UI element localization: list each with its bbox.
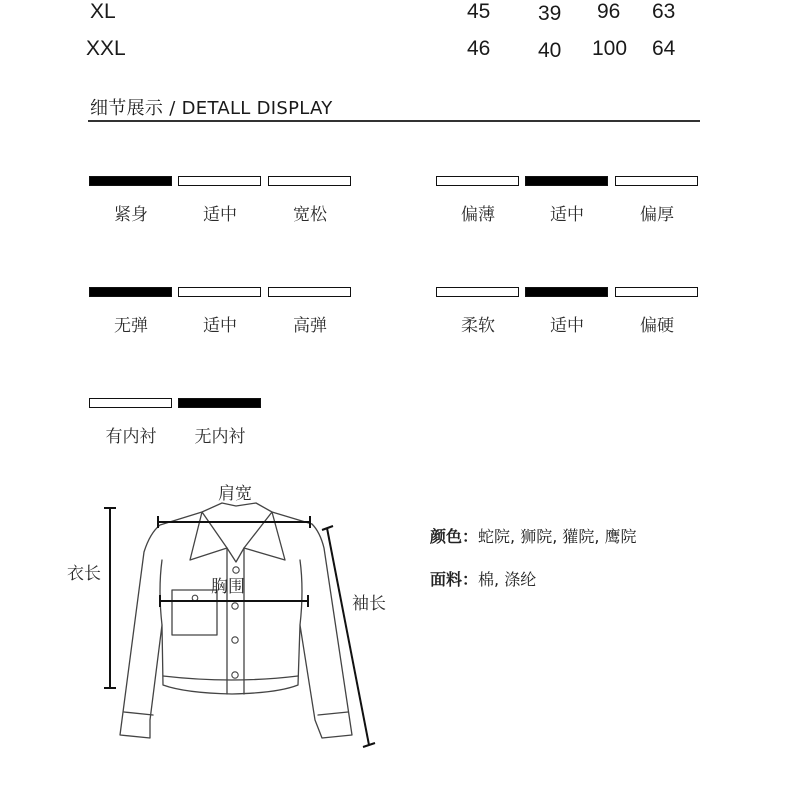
- section-divider: [88, 120, 700, 122]
- attr-bar-2: [615, 176, 698, 186]
- chest-label: 胸围: [211, 577, 245, 597]
- material-value: 棉, 涤纶: [478, 570, 537, 589]
- size-label: XXL: [86, 37, 126, 60]
- attr-option-label: 紧身: [114, 205, 148, 225]
- attr-bar-0: [89, 287, 172, 297]
- size-value: 39: [538, 2, 562, 25]
- attr-bar-0: [436, 287, 519, 297]
- attr-bar-2: [268, 176, 351, 186]
- size-value: 45: [467, 0, 491, 23]
- sleeve-length-label: 袖长: [352, 594, 386, 614]
- attr-bar-2: [615, 287, 698, 297]
- attr-option-label: 适中: [203, 316, 237, 336]
- attr-option-label: 适中: [550, 205, 584, 225]
- color-info: [430, 524, 637, 547]
- attr-bar-1: [178, 287, 261, 297]
- size-value: 64: [652, 37, 676, 60]
- size-value: 63: [652, 0, 676, 23]
- attr-bar-1: [525, 287, 608, 297]
- attr-bar-1: [178, 398, 261, 408]
- attr-option-label: 无内衬: [194, 427, 246, 447]
- attr-option-label: 宽松: [293, 205, 327, 225]
- shoulder-width-label: 肩宽: [218, 484, 252, 504]
- attr-bar-1: [178, 176, 261, 186]
- attr-bar-0: [89, 398, 172, 408]
- size-value: 100: [592, 37, 628, 60]
- attr-option-label: 无弹: [114, 316, 148, 336]
- size-value: 40: [538, 39, 562, 62]
- attr-option-label: 偏硬: [640, 316, 674, 336]
- material-label: 面料：: [430, 570, 479, 589]
- body-length-label: 衣长: [67, 564, 101, 584]
- attr-bar-2: [268, 287, 351, 297]
- size-value: 96: [597, 0, 621, 23]
- attr-option-label: 有内衬: [105, 427, 157, 447]
- section-title: 细节展示 / DETALL DISPLAY: [90, 98, 333, 119]
- attr-bar-0: [436, 176, 519, 186]
- material-info: [430, 567, 536, 590]
- shirt-outline-icon: [60, 470, 420, 770]
- size-value: 46: [467, 37, 491, 60]
- attr-option-label: 偏薄: [461, 205, 495, 225]
- size-label: XL: [90, 0, 116, 23]
- attr-option-label: 适中: [203, 205, 237, 225]
- attr-option-label: 适中: [550, 316, 584, 336]
- attr-option-label: 柔软: [461, 316, 495, 336]
- color-value: 蛇院, 狮院, 獾院, 鹰院: [478, 527, 637, 546]
- attr-option-label: 偏厚: [640, 205, 674, 225]
- color-label: 颜色：: [430, 527, 479, 546]
- attr-option-label: 高弹: [293, 316, 327, 336]
- attr-bar-1: [525, 176, 608, 186]
- attr-bar-0: [89, 176, 172, 186]
